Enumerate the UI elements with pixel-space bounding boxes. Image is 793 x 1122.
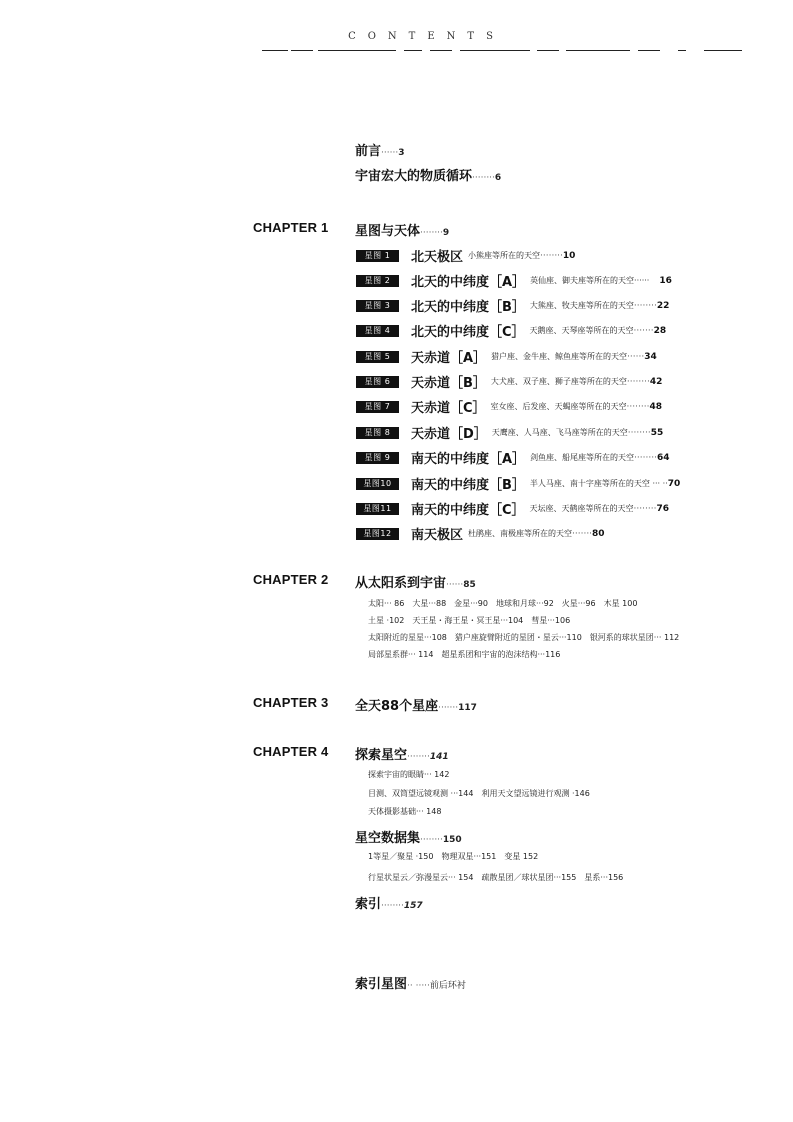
page-number: 76 — [656, 503, 669, 514]
chart-badge: 星图 1 — [356, 250, 399, 262]
sub-entry[interactable]: 彗星···106 — [531, 616, 571, 625]
chart-title: 北天的中纬度［A］ — [411, 275, 526, 290]
star-chart-entry[interactable] — [356, 347, 657, 366]
leader-dots: ······· — [438, 703, 459, 713]
star-chart-entry[interactable] — [356, 296, 669, 315]
chapter-label: CHAPTER 2 — [253, 572, 329, 587]
chart-desc: 室女座、后发座、天蝎座等所在的天空 — [490, 402, 627, 411]
chart-desc: 剑鱼座、船尾座等所在的天空 — [530, 453, 635, 462]
page-number: 157 — [403, 901, 423, 911]
sub-entry[interactable]: 火星···96 — [561, 599, 596, 608]
sub-entry-line — [368, 598, 645, 609]
header-rule — [638, 50, 660, 51]
leader-dots: ········ — [540, 250, 563, 261]
header-rule — [678, 50, 686, 51]
leader-dots: ········ — [472, 173, 495, 183]
sub-entry-line — [368, 649, 568, 660]
chart-desc: 天鹰座、人马座、飞马座等所在的天空 — [491, 428, 628, 437]
entry-title: 星图与天体 — [355, 224, 421, 239]
page-number: 85 — [463, 580, 476, 590]
page-number: 48 — [649, 401, 662, 412]
sub-entry[interactable]: 利用天文望远镜进行观测 ·146 — [481, 789, 590, 798]
sub-entry-line — [368, 615, 578, 626]
chart-badge: 星图 3 — [356, 300, 399, 312]
page-number: 70 — [667, 478, 681, 489]
sub-entry[interactable]: 物理双星···151 — [441, 852, 497, 861]
chart-desc: 天鹅座、天琴座等所在的天空 — [529, 326, 634, 335]
chart-badge: 星图11 — [356, 503, 399, 515]
page-number: 117 — [458, 703, 477, 713]
chart-desc: 杜鹃座、南极座等所在的天空 — [468, 529, 573, 538]
sub-entry[interactable]: 天王星・海王星・冥王星···104 — [412, 616, 524, 625]
chart-title: 南天极区 — [411, 528, 464, 543]
sub-entry[interactable]: 星系···156 — [584, 873, 624, 882]
sub-entry-line — [368, 788, 598, 799]
leader-dots: ······· — [633, 325, 654, 336]
chapter-title[interactable] — [355, 220, 449, 239]
page-number: 34 — [644, 351, 657, 362]
chart-badge: 星图 8 — [356, 427, 399, 439]
chapter-label: CHAPTER 4 — [253, 744, 329, 759]
chart-desc: 大犬座、双子座、狮子座等所在的天空 — [490, 377, 627, 386]
chapter-title[interactable] — [355, 744, 449, 763]
chart-title: 北天的中纬度［C］ — [411, 325, 525, 340]
chart-title: 天赤道［A］ — [411, 351, 487, 366]
entry-title: 从太阳系到宇宙 — [355, 576, 447, 591]
page-number: 10 — [562, 250, 576, 261]
chart-title: 北天的中纬度［B］ — [411, 300, 525, 315]
chapter-title[interactable] — [355, 572, 476, 591]
star-chart-entry[interactable] — [356, 321, 666, 340]
sub-entry[interactable]: 目测、双筒望远镜观测 ···144 — [368, 789, 474, 798]
star-chart-entry[interactable] — [356, 271, 672, 290]
chart-desc: 英仙座、御夫座等所在的天空······ — [530, 276, 650, 285]
chart-title: 北天极区 — [411, 250, 464, 265]
sub-entry[interactable]: 超星系团和宇宙的泡沫结构···116 — [441, 650, 561, 659]
chart-badge: 星图 5 — [356, 351, 399, 363]
sub-entry[interactable]: 变星 152 — [504, 852, 539, 861]
leader-dots: ········ — [626, 401, 650, 412]
sub-entry[interactable]: 天体摄影基础··· 148 — [368, 807, 442, 816]
star-chart-entry[interactable] — [356, 246, 575, 265]
leader-dots: ······ — [446, 580, 464, 590]
header-rule — [404, 50, 422, 51]
leader-dots: ········ — [626, 376, 650, 387]
chart-title: 天赤道［B］ — [411, 376, 486, 391]
header-rule — [430, 50, 452, 51]
sub-entry[interactable]: 银河系的球状星团··· 112 — [589, 633, 680, 642]
sub-entry[interactable]: 局部星系群··· 114 — [368, 650, 434, 659]
star-chart-entry[interactable] — [356, 372, 662, 391]
section-title[interactable] — [355, 827, 462, 846]
star-chart-entry[interactable] — [356, 499, 669, 518]
page-number: 42 — [649, 376, 663, 387]
sub-entry[interactable]: 行星状星云／弥漫星云··· 154 — [368, 873, 474, 882]
chart-title: 南天的中纬度［C］ — [411, 503, 525, 518]
entry-title: 索引星图 — [355, 977, 408, 992]
sub-entry-line — [368, 872, 631, 883]
leader-dots: ········ — [381, 901, 404, 911]
star-chart-entry[interactable] — [356, 423, 663, 442]
index-entry[interactable] — [355, 893, 423, 912]
header-rule — [566, 50, 630, 51]
header-rule — [460, 50, 530, 51]
chart-desc: 天坛座、天鹤座等所在的天空 — [529, 504, 634, 513]
chart-badge: 星图10 — [356, 478, 399, 490]
entry-title: 前言 — [355, 144, 382, 159]
header-rule — [262, 50, 288, 51]
sub-entry[interactable]: 地球和月球···92 — [495, 599, 554, 608]
sub-entry-line — [368, 851, 546, 862]
chart-title: 南天的中纬度［A］ — [411, 452, 526, 467]
leader-dots: ········ — [634, 452, 657, 463]
sub-entry[interactable]: 土星 ·102 — [368, 616, 405, 625]
leader-dots: ········ — [420, 228, 443, 238]
sub-entry[interactable]: 太阳··· 86 — [368, 599, 405, 608]
star-chart-entry[interactable] — [356, 524, 605, 543]
sub-entry-line — [368, 632, 687, 643]
sub-entry[interactable]: 大星···88 — [412, 599, 447, 608]
page-number: 6 — [494, 173, 502, 183]
chart-badge: 星图 6 — [356, 376, 399, 388]
leader-dots: ········ — [420, 835, 443, 845]
leader-dots: ······ — [381, 148, 399, 158]
leader-dots: ········ — [633, 300, 657, 311]
leader-dots: ······· — [572, 528, 593, 539]
page-number: 前后环衬 — [429, 981, 466, 991]
toc-entry-intro[interactable] — [355, 165, 501, 184]
sub-entry[interactable]: 探索宇宙的眼睛··· 142 — [368, 770, 450, 779]
leader-dots: ·· ····· — [407, 981, 430, 991]
chart-badge: 星图12 — [356, 528, 399, 540]
entry-title: 星空数据集 — [355, 831, 421, 846]
sub-entry[interactable]: 太阳附近的星星···108 — [368, 633, 447, 642]
contents-header: CONTENTS — [348, 31, 505, 42]
chapter-title[interactable] — [355, 695, 477, 714]
toc-entry-preface[interactable] — [355, 140, 404, 159]
page-number: 22 — [656, 300, 670, 311]
chart-desc: 大熊座、牧夫座等所在的天空 — [529, 301, 634, 310]
chart-desc: 小熊座等所在的天空 — [468, 251, 541, 260]
chart-title: 南天的中纬度［B］ — [411, 478, 525, 493]
chart-title: 天赤道［C］ — [411, 401, 486, 416]
sub-entry[interactable]: 猎户座旋臂附近的星团・星云···110 — [454, 633, 582, 642]
page-number: 141 — [429, 752, 449, 762]
chapter-label: CHAPTER 3 — [253, 695, 329, 710]
chart-desc: 半人马座、南十字座等所在的天空 ··· ·· — [529, 479, 668, 488]
sub-entry-line — [368, 806, 449, 817]
star-chart-entry[interactable] — [356, 397, 662, 416]
header-rule — [704, 50, 742, 51]
header-rule — [318, 50, 396, 51]
index-star-chart-entry[interactable] — [355, 973, 466, 992]
star-chart-entry[interactable] — [356, 474, 680, 493]
page-number: 9 — [442, 228, 450, 238]
sub-entry[interactable]: 1等星／聚星 ·150 — [368, 852, 434, 861]
star-chart-entry[interactable] — [356, 448, 669, 467]
header-rule — [537, 50, 559, 51]
sub-entry-line — [368, 769, 457, 780]
page-number: 16 — [659, 275, 672, 286]
page-number: 55 — [650, 427, 664, 438]
leader-dots: ········ — [627, 427, 651, 438]
sub-entry[interactable]: 木星 100 — [603, 599, 638, 608]
page-number: 150 — [442, 835, 462, 845]
chart-title: 天赤道［D］ — [411, 427, 487, 442]
leader-dots: ······ — [627, 351, 645, 362]
chapter-label: CHAPTER 1 — [253, 220, 329, 235]
entry-title: 全天88个星座 — [355, 699, 439, 714]
chart-desc: 猎户座、金牛座、鲸鱼座等所在的天空 — [491, 352, 628, 361]
leader-dots: ········ — [407, 752, 430, 762]
chart-badge: 星图 4 — [356, 325, 399, 337]
page-number: 3 — [398, 148, 405, 158]
header-rule — [291, 50, 313, 51]
chart-badge: 星图 7 — [356, 401, 399, 413]
sub-entry[interactable]: 金星···90 — [454, 599, 488, 608]
page-number: 64 — [656, 452, 670, 463]
chart-badge: 星图 9 — [356, 452, 399, 464]
entry-title: 索引 — [355, 897, 382, 912]
sub-entry[interactable]: 疏散星团／球状星团···155 — [481, 873, 577, 882]
entry-title: 宇宙宏大的物质循环 — [355, 169, 473, 184]
entry-title: 探索星空 — [355, 748, 408, 763]
leader-dots: ········ — [633, 503, 657, 514]
page-number: 80 — [592, 528, 605, 539]
chart-badge: 星图 2 — [356, 275, 399, 287]
page-number: 28 — [653, 325, 667, 336]
